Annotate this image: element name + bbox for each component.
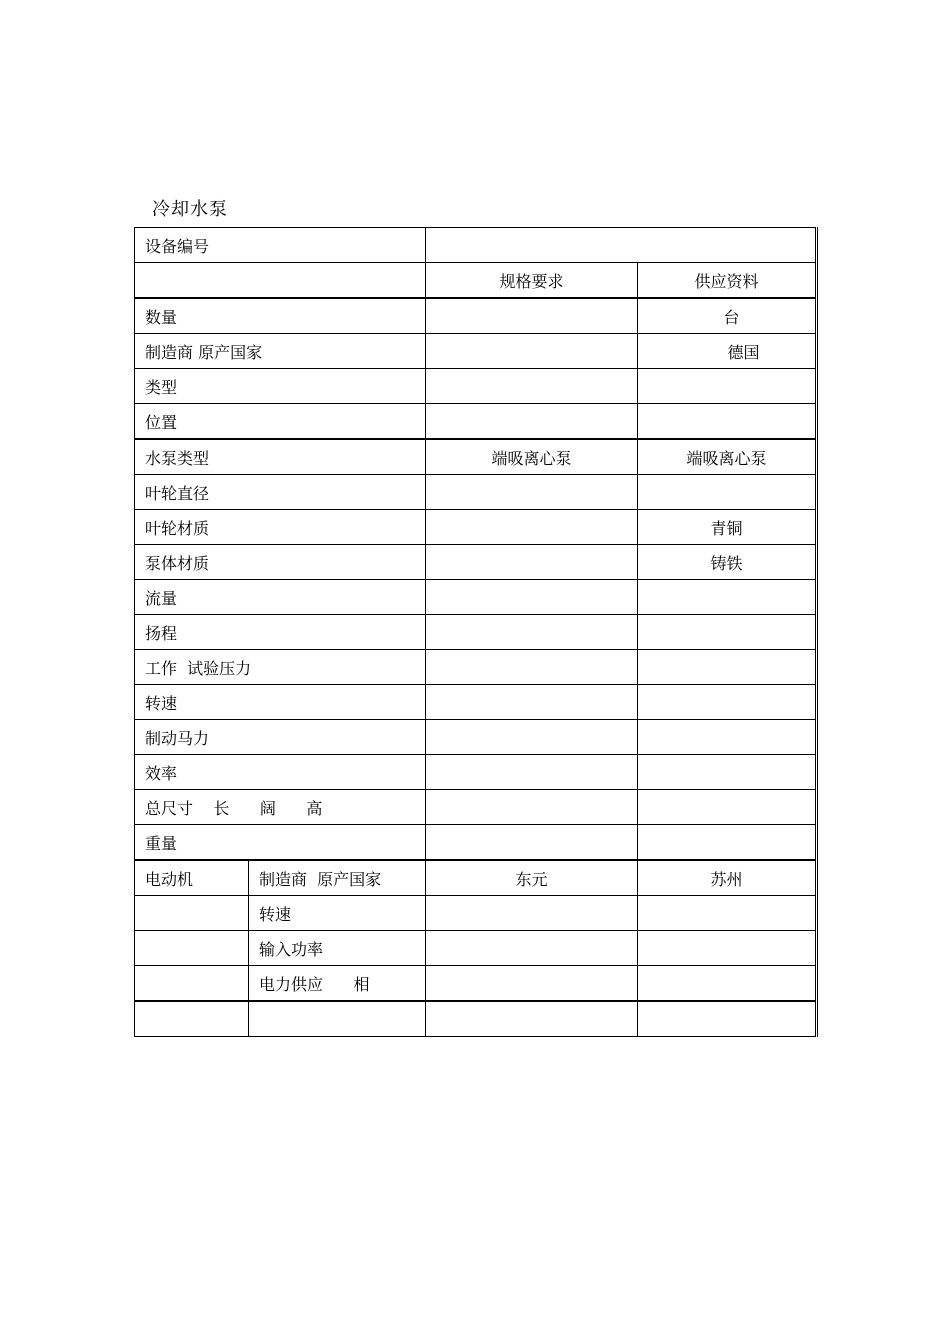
spec-cell bbox=[426, 369, 638, 404]
spec-cell bbox=[426, 580, 638, 615]
motor-group-blank bbox=[135, 896, 249, 931]
supply-cell bbox=[638, 790, 817, 825]
table-row bbox=[135, 475, 817, 510]
equipment-no-row bbox=[135, 228, 817, 263]
table-row bbox=[135, 650, 817, 685]
col-header-spec: 规格要求 bbox=[426, 263, 638, 299]
supply-cell: 台 bbox=[638, 298, 817, 334]
motor-row-label: 转速 bbox=[249, 896, 426, 931]
spec-cell bbox=[426, 966, 638, 1002]
supply-cell bbox=[638, 580, 817, 615]
spec-cell bbox=[426, 334, 638, 369]
footer-cell-a bbox=[135, 1001, 249, 1037]
table-row bbox=[135, 404, 817, 440]
supply-cell: 德国 bbox=[638, 334, 817, 369]
spec-cell bbox=[426, 790, 638, 825]
row-label: 总尺寸 长 阔 高 bbox=[135, 790, 426, 825]
supply-cell bbox=[638, 404, 817, 440]
spec-cell bbox=[426, 298, 638, 334]
row-label: 叶轮直径 bbox=[135, 475, 426, 510]
footer-spec-cell bbox=[426, 1001, 638, 1037]
supply-cell bbox=[638, 825, 817, 861]
supply-cell: 苏州 bbox=[638, 860, 817, 896]
row-label: 叶轮材质 bbox=[135, 510, 426, 545]
table-row bbox=[135, 580, 817, 615]
row-label: 转速 bbox=[135, 685, 426, 720]
supply-cell: 青铜 bbox=[638, 510, 817, 545]
row-label: 泵体材质 bbox=[135, 545, 426, 580]
footer-supply-cell bbox=[638, 1001, 817, 1037]
column-header-row bbox=[135, 263, 817, 299]
equipment-no-label: 设备编号 bbox=[135, 228, 426, 263]
footer-cell-b bbox=[249, 1001, 426, 1037]
supply-cell bbox=[638, 650, 817, 685]
supply-cell bbox=[638, 931, 817, 966]
equipment-no-value bbox=[426, 228, 817, 263]
motor-row-label: 制造商 原产国家 bbox=[249, 860, 426, 896]
row-label: 流量 bbox=[135, 580, 426, 615]
header-blank-cell bbox=[135, 263, 426, 299]
table-row bbox=[135, 720, 817, 755]
spec-cell bbox=[426, 825, 638, 861]
table-row bbox=[135, 334, 817, 369]
document-title: 冷却水泵 bbox=[152, 199, 228, 220]
motor-row bbox=[135, 860, 817, 896]
row-label: 重量 bbox=[135, 825, 426, 861]
motor-row-label: 输入功率 bbox=[249, 931, 426, 966]
pump-spec-table bbox=[134, 227, 818, 1037]
motor-group-blank bbox=[135, 966, 249, 1002]
supply-cell bbox=[638, 615, 817, 650]
motor-group-blank bbox=[135, 931, 249, 966]
footer-blank-row bbox=[135, 1001, 817, 1037]
spec-cell bbox=[426, 931, 638, 966]
row-label: 位置 bbox=[135, 404, 426, 440]
supply-cell bbox=[638, 475, 817, 510]
spec-cell bbox=[426, 545, 638, 580]
table-row bbox=[135, 685, 817, 720]
row-label: 类型 bbox=[135, 369, 426, 404]
table-row bbox=[135, 369, 817, 404]
motor-row bbox=[135, 966, 817, 1002]
row-label: 制造商 原产国家 bbox=[135, 334, 426, 369]
row-label: 扬程 bbox=[135, 615, 426, 650]
motor-row bbox=[135, 931, 817, 966]
row-label: 工作 试验压力 bbox=[135, 650, 426, 685]
spec-cell bbox=[426, 650, 638, 685]
supply-cell bbox=[638, 369, 817, 404]
spec-cell bbox=[426, 755, 638, 790]
supply-cell bbox=[638, 755, 817, 790]
row-label: 制动马力 bbox=[135, 720, 426, 755]
spec-cell bbox=[426, 615, 638, 650]
motor-row bbox=[135, 896, 817, 931]
table-row bbox=[135, 790, 817, 825]
motor-row-label: 电力供应 相 bbox=[249, 966, 426, 1002]
supply-cell bbox=[638, 966, 817, 1002]
table-row bbox=[135, 510, 817, 545]
table-row bbox=[135, 825, 817, 861]
spec-cell bbox=[426, 896, 638, 931]
table-row bbox=[135, 755, 817, 790]
supply-cell: 端吸离心泵 bbox=[638, 439, 817, 475]
spec-cell bbox=[426, 404, 638, 440]
supply-cell: 铸铁 bbox=[638, 545, 817, 580]
spec-cell: 端吸离心泵 bbox=[426, 439, 638, 475]
table-row bbox=[135, 545, 817, 580]
spec-cell: 东元 bbox=[426, 860, 638, 896]
table-row bbox=[135, 615, 817, 650]
supply-cell bbox=[638, 720, 817, 755]
row-label: 数量 bbox=[135, 298, 426, 334]
row-label: 水泵类型 bbox=[135, 439, 426, 475]
supply-cell bbox=[638, 685, 817, 720]
spec-cell bbox=[426, 510, 638, 545]
supply-cell bbox=[638, 896, 817, 931]
motor-group-label: 电动机 bbox=[135, 860, 249, 896]
table-row bbox=[135, 298, 817, 334]
spec-cell bbox=[426, 475, 638, 510]
row-label: 效率 bbox=[135, 755, 426, 790]
spec-cell bbox=[426, 720, 638, 755]
table-row bbox=[135, 439, 817, 475]
spec-cell bbox=[426, 685, 638, 720]
col-header-supply: 供应资料 bbox=[638, 263, 817, 299]
